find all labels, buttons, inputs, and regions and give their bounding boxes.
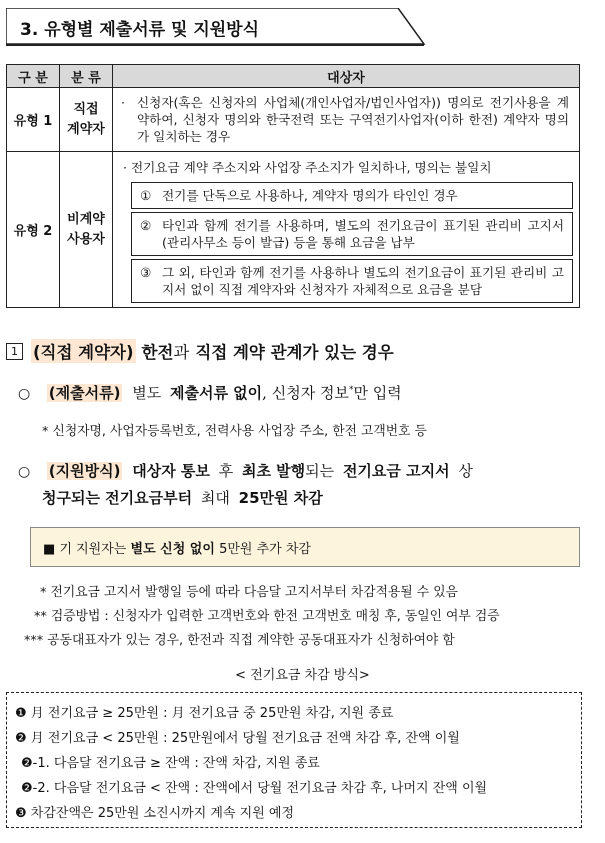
row1-class-line2: 계약자	[67, 121, 105, 137]
method-mark: ❷	[21, 756, 33, 771]
docs-text-1: 별도	[132, 384, 162, 402]
sub-item-text: 그 외, 타인과 함께 전기를 사용하나 별도의 전기요금이 표기된 관리비 고지서 없이 직접 계약자와 신청자가 자체적으로 요금을 분담	[162, 265, 564, 297]
support-text-5: 전기요금 고지서	[342, 462, 450, 480]
support-text-6: 상	[458, 462, 473, 480]
row2-intro: · 전기요금 계약 주소지와 사업장 주소지가 일치하나, 명의는 불일치	[123, 160, 492, 175]
note-2: ** 검증방법 : 신청자가 입력한 고객번호와 한전 고객번호 매칭 후, 동일인 여부 검증	[34, 609, 500, 624]
heading-particle: 과	[173, 343, 190, 362]
table-header-row	[7, 65, 580, 88]
support-paragraph	[18, 460, 473, 481]
additional-support-text	[43, 538, 311, 557]
heading-number-box: 1	[6, 343, 23, 360]
row2-class	[60, 152, 113, 308]
row1-desc	[113, 88, 580, 152]
heading-rest: 직접 계약 관계가 있는 경우	[195, 343, 394, 362]
box-text-1: 기 지원자는	[59, 542, 127, 557]
deduction-method-box	[6, 692, 582, 828]
additional-support-box	[30, 527, 580, 567]
support-line2-a: 청구되는 전기요금부터	[42, 489, 193, 507]
row1-type: 유형 1	[7, 88, 60, 152]
support-line2-c: 25만원 차감	[238, 489, 323, 507]
support-text-2: 후	[218, 462, 234, 480]
row1-class-line1: 직접	[73, 101, 99, 117]
method-line	[15, 702, 393, 721]
section-header	[6, 8, 426, 46]
method-mark: ❷	[21, 781, 33, 796]
note-1: * 전기요금 고지서 발행일 등에 따라 다음달 고지서부터 차감적용될 수 있음	[40, 585, 458, 600]
support-text-3: 최초 발행	[241, 462, 306, 480]
method-text: -2. 다음달 전기요금 < 잔액 : 잔액에서 당월 전기요금 차감 후, 나머지 잔액 이월	[32, 781, 488, 796]
row1-desc-text: 신청자(혹은 신청자의 사업체(개인사업자/법인사업자)) 명의로 전기사용을 계약하여, 신청자 명의와 한국전력 또는 구역전기사업자(이하 한전) 계약자 명의가 일치하는 경우	[137, 95, 569, 144]
type-table	[6, 64, 580, 308]
method-line	[21, 752, 320, 771]
row2-class-line1: 비계약	[67, 211, 105, 227]
row1-class	[60, 88, 113, 152]
sub-item-number: ③	[140, 265, 152, 280]
method-text: -1. 다음달 전기요금 ≥ 잔액 : 잔액 차감, 지원 종료	[32, 756, 320, 771]
docs-text-2: 제출서류 없이	[170, 384, 263, 402]
square-bullet: ■	[43, 542, 56, 557]
method-mark: ❸	[15, 806, 27, 821]
method-text: 月 전기요금 < 25만원 : 25만원에서 당월 전기요금 전액 차감 후, 잔액 이월	[30, 731, 460, 746]
sub-item-number: ①	[140, 188, 152, 203]
method-line	[15, 802, 294, 821]
docs-footnote-mark: *	[348, 385, 354, 395]
method-text: 차감잔액은 25만원 소진시까지 계속 지원 예정	[30, 806, 295, 821]
circle-bullet: ○	[18, 386, 31, 402]
section-title: 3. 유형별 제출서류 및 지원방식	[20, 20, 260, 40]
docs-text-3: , 신청자 정보	[262, 384, 349, 402]
sub-item-text: 타인과 함께 전기를 사용하며, 별도의 전기요금이 표기된 관리비 고지서(관리사무소 등이 발급) 등을 통해 요금을 납부	[162, 218, 564, 250]
support-label: (지원방식)	[48, 462, 121, 480]
support-line2-b: 최대	[200, 489, 230, 507]
row2-class-line2: 사용자	[67, 231, 105, 247]
header-class: 분 류	[60, 65, 113, 88]
row2-type: 유형 2	[7, 152, 60, 308]
method-mark: ❷	[15, 731, 27, 746]
support-text-1: 대상자 통보	[132, 462, 210, 480]
row2-sub-item	[131, 212, 573, 256]
heading-kepco: 한전	[141, 343, 174, 362]
docs-text-4: 만 입력	[353, 384, 402, 402]
docs-label: (제출서류)	[48, 384, 121, 402]
header-target: 대상자	[113, 65, 580, 88]
support-text-4: 되는	[305, 462, 335, 480]
sub-item-text: 전기를 단독으로 사용하나, 계약자 명의가 타인인 경우	[162, 188, 458, 203]
subsection-heading	[6, 339, 394, 363]
table-row	[7, 88, 580, 152]
docs-paragraph	[18, 382, 402, 403]
support-paragraph-line2	[42, 487, 323, 508]
table-row	[7, 152, 580, 308]
method-text: 月 전기요금 ≥ 25만원 : 月 전기요금 중 25만원 차감, 지원 종료	[30, 706, 394, 721]
box-text-2: 별도 신청 없이	[130, 542, 215, 557]
row2-desc	[113, 152, 580, 308]
circle-bullet: ○	[18, 464, 31, 480]
note-3: *** 공동대표자가 있는 경우, 한전과 직접 계약한 공동대표자가 신청하여야 함	[24, 633, 455, 648]
docs-note: * 신청자명, 사업자등록번호, 전력사용 사업장 주소, 한전 고객번호 등	[42, 424, 427, 439]
method-line	[21, 777, 487, 796]
heading-category: (직접 계약자)	[31, 339, 136, 363]
method-caption: < 전기요금 차감 방식>	[235, 668, 370, 683]
method-mark: ❶	[15, 706, 27, 721]
row2-sub-item	[131, 182, 573, 209]
row1-bullet: ·	[121, 95, 126, 110]
method-line	[15, 727, 460, 746]
sub-item-number: ②	[140, 218, 152, 233]
row2-sub-item	[131, 259, 573, 303]
header-type: 구 분	[7, 65, 60, 88]
box-text-3: 5만원 추가 차감	[219, 542, 311, 557]
